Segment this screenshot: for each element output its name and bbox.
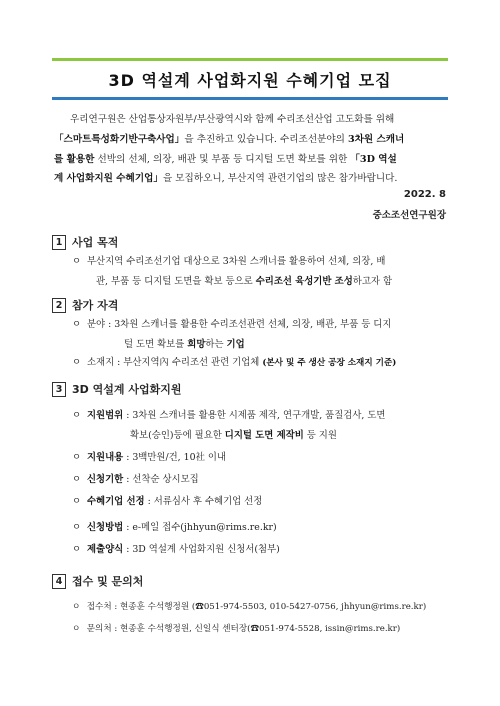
bullet: ㅇ	[72, 602, 81, 612]
contact-text: 문의처 : 현종훈 수석행정원, 신일식 센터장(☎051-974-5528, issin@rims.re.kr)	[86, 624, 401, 634]
support-text: 등 지원	[306, 429, 337, 441]
intro-program-name-cont: 계 사업화지원 수혜기업」	[54, 173, 163, 185]
eligibility-location-item	[72, 353, 452, 374]
intro-line: 을 추진하고 있습니다. 수리조선분야의	[184, 133, 345, 145]
bullet: ㅇ	[72, 319, 82, 330]
bullet: ㅇ	[72, 256, 82, 267]
eligibility-highlight: 기업	[226, 338, 245, 350]
section-heading-contact	[52, 573, 143, 589]
eligibility-text: 털 도면 확보를	[124, 338, 185, 350]
purpose-item	[72, 252, 452, 291]
support-label: 지원범위	[86, 410, 124, 421]
intro-paragraph	[54, 110, 450, 189]
bullet: ㅇ	[72, 522, 82, 533]
eligibility-text: 분야 : 3차원 스캐너를 활용한 수리조선관련 선체, 의장, 배관, 부품 등 디지	[86, 319, 392, 330]
support-label: 제출양식	[86, 544, 124, 555]
title-banner	[52, 58, 448, 100]
support-text: : 선착순 상시모집	[123, 474, 199, 485]
intro-line: 우리연구원은 산업통상자원부/부산광역시와 함께 수리조선산업 고도화를 위해	[70, 114, 395, 125]
intro-scanner: 3차원 스캐너	[347, 133, 405, 145]
eligibility-text: 하는	[205, 338, 224, 350]
section-title: 사업 목적	[72, 236, 119, 249]
section-heading-eligibility	[52, 297, 118, 313]
section-number: 1	[52, 235, 66, 250]
intro-line: 선박의 선체, 의장, 배관 및 부품 등 디지털 도면 확보를 위한	[97, 153, 348, 165]
section-number: 3	[52, 382, 66, 397]
support-selection-item	[72, 492, 452, 512]
support-content-item	[72, 448, 452, 468]
purpose-text: 하고자 함	[352, 275, 393, 287]
support-text: : 3차원 스캐너를 활용한 시제품 제작, 연구개발, 품질검사, 도면	[123, 410, 386, 421]
section-title: 3D 역설계 사업화지원	[72, 383, 182, 396]
eligibility-text: 소재지 : 부산지역內 수리조선 관련 기업체	[86, 357, 260, 368]
support-scope-item	[72, 406, 452, 445]
intro-usage: 를 활용한	[54, 153, 95, 165]
purpose-highlight: 수리조선 육성기반 조성	[255, 275, 353, 287]
support-deadline-item	[72, 470, 452, 490]
bullet: ㅇ	[72, 544, 82, 555]
intro-line: 을 모집하오니, 부산지역 관련기업의 많은 참가바랍니다.	[162, 173, 398, 185]
bullet: ㅇ	[72, 410, 82, 421]
section-number: 2	[52, 298, 66, 313]
support-text: : 서류심사 후 수혜기업 선정	[144, 496, 263, 507]
support-label: 신청기한	[86, 474, 124, 485]
support-text: 확보(승인)등에 필요한	[130, 429, 222, 441]
support-text: : 3백만원/건, 10社 이내	[123, 452, 227, 463]
support-label: 신청방법	[86, 522, 124, 533]
support-label: 수혜기업 선정	[86, 496, 145, 507]
bullet: ㅇ	[72, 474, 82, 485]
section-number: 4	[52, 574, 66, 589]
purpose-text: 관, 부품 등 디지털 도면을 확보 등으로	[96, 275, 253, 287]
support-form-item	[72, 540, 452, 560]
contact-text: 접수처 : 현종훈 수석행정원 (☎051-974-5503, 010-5427-0756, jhhyun@rims.re.kr)	[86, 602, 427, 612]
page-title: 3D 역설계 사업화지원 수혜기업 모집	[108, 71, 392, 90]
bullet: ㅇ	[72, 624, 81, 634]
purpose-text: 부산지역 수리조선기업 대상으로 3차원 스캐너를 활용하여 선체, 의장, 배	[86, 256, 386, 267]
eligibility-highlight: (본사 및 주 생산 공장 소재지 기준)	[262, 358, 397, 368]
bullet: ㅇ	[72, 496, 82, 507]
support-label: 지원내용	[86, 452, 124, 463]
bullet: ㅇ	[72, 357, 82, 368]
contact-inquiry-item	[72, 620, 452, 640]
intro-program-name: 「3D 역설	[350, 153, 397, 165]
section-heading-support	[52, 381, 181, 397]
support-text: : e-메일 접수(jhhyun@rims.re.kr)	[123, 522, 277, 533]
notice-date: 2022. 8	[403, 189, 446, 200]
issuer-name: 중소조선연구원장	[372, 210, 446, 221]
support-highlight: 디지털 도면 제작비	[224, 429, 304, 441]
intro-project-name: 「스마트특성화기반구축사업」	[54, 133, 185, 145]
bullet: ㅇ	[72, 452, 82, 463]
support-method-item	[72, 518, 452, 538]
support-text: : 3D 역설계 사업화지원 신청서(첨부)	[123, 544, 280, 555]
section-heading-purpose	[52, 234, 118, 250]
section-title: 접수 및 문의처	[72, 575, 144, 588]
section-title: 참가 자격	[72, 299, 119, 312]
eligibility-highlight: 희망	[187, 338, 206, 350]
contact-reception-item	[72, 598, 452, 618]
eligibility-field-item	[72, 315, 452, 354]
